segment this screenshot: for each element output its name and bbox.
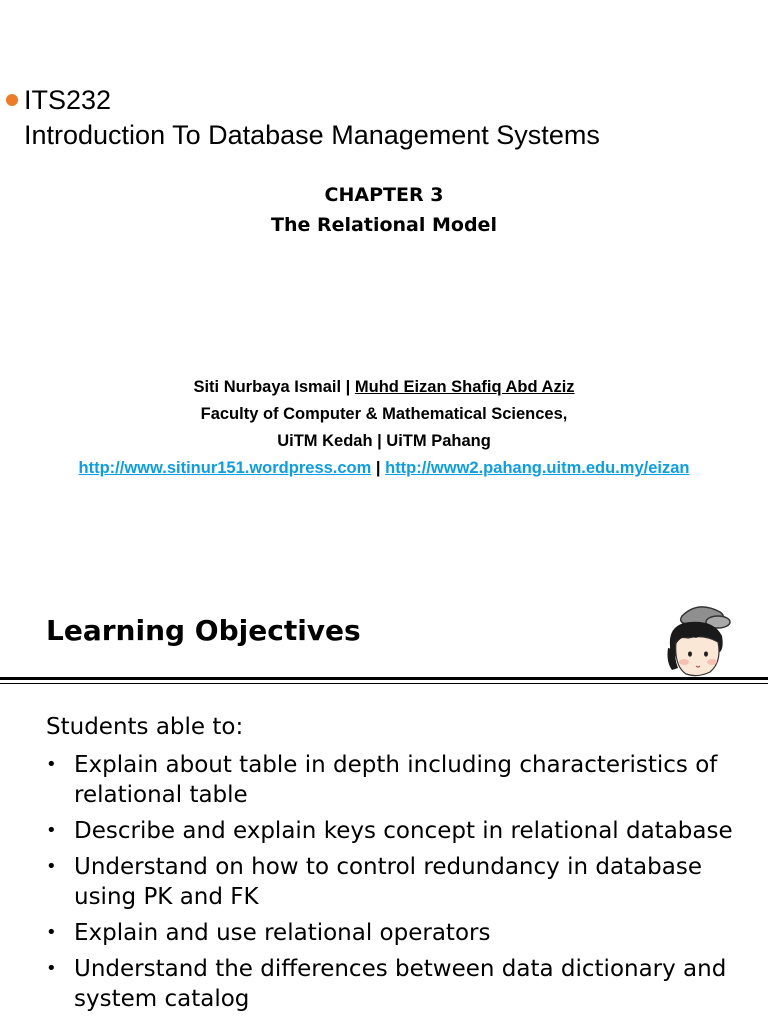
objectives-intro: Students able to: xyxy=(46,714,244,740)
learning-objectives-slide xyxy=(0,580,768,1024)
course-code-line xyxy=(6,84,111,116)
bullet-icon: • xyxy=(46,856,57,877)
campus-line: UiTM Kedah | UiTM Pahang xyxy=(277,432,491,450)
objectives-list xyxy=(46,750,746,1020)
course-code: ITS232 xyxy=(24,85,112,115)
course-title: Introduction To Database Management Systems xyxy=(24,120,600,150)
list-item: • Describe and explain keys concept in relational database xyxy=(46,818,733,844)
author-separator: | xyxy=(341,378,355,396)
author-name-underlined: Muhd Eizan Shafiq Abd Aziz xyxy=(354,378,575,396)
list-item: • Understand the differences between data dictionary and system catalog xyxy=(46,956,727,1012)
website-link-2[interactable]: http://www2.pahang.uitm.edu.my/eizan xyxy=(385,459,690,477)
website-link-1[interactable]: http://www.sitinur151.wordpress.com xyxy=(78,459,372,477)
chapter-title: The Relational Model xyxy=(271,214,497,236)
chapter-label: CHAPTER 3 xyxy=(324,184,444,206)
bullet-icon: • xyxy=(46,922,57,943)
title-divider xyxy=(0,677,768,680)
author-info xyxy=(0,374,768,482)
bullet-icon: • xyxy=(46,820,57,841)
bullet-icon: • xyxy=(46,754,57,775)
faculty-line: Faculty of Computer & Mathematical Sciences, xyxy=(200,405,568,423)
authors-line xyxy=(0,374,768,401)
list-item: • Explain about table in depth including characteristics of relational table xyxy=(46,752,718,808)
link-separator: | xyxy=(371,459,386,477)
title-divider-thin xyxy=(0,683,768,684)
girl-mascot-icon xyxy=(660,602,736,680)
list-item: • Understand on how to control redundancy in database using PK and FK xyxy=(46,854,702,910)
links-line xyxy=(0,455,768,482)
author-name: Siti Nurbaya Ismail xyxy=(193,378,342,396)
slide-title: Learning Objectives xyxy=(46,614,361,647)
list-item: • Explain and use relational operators xyxy=(46,920,491,946)
bullet-icon: • xyxy=(46,958,57,979)
bullet-dot-icon xyxy=(6,94,18,106)
